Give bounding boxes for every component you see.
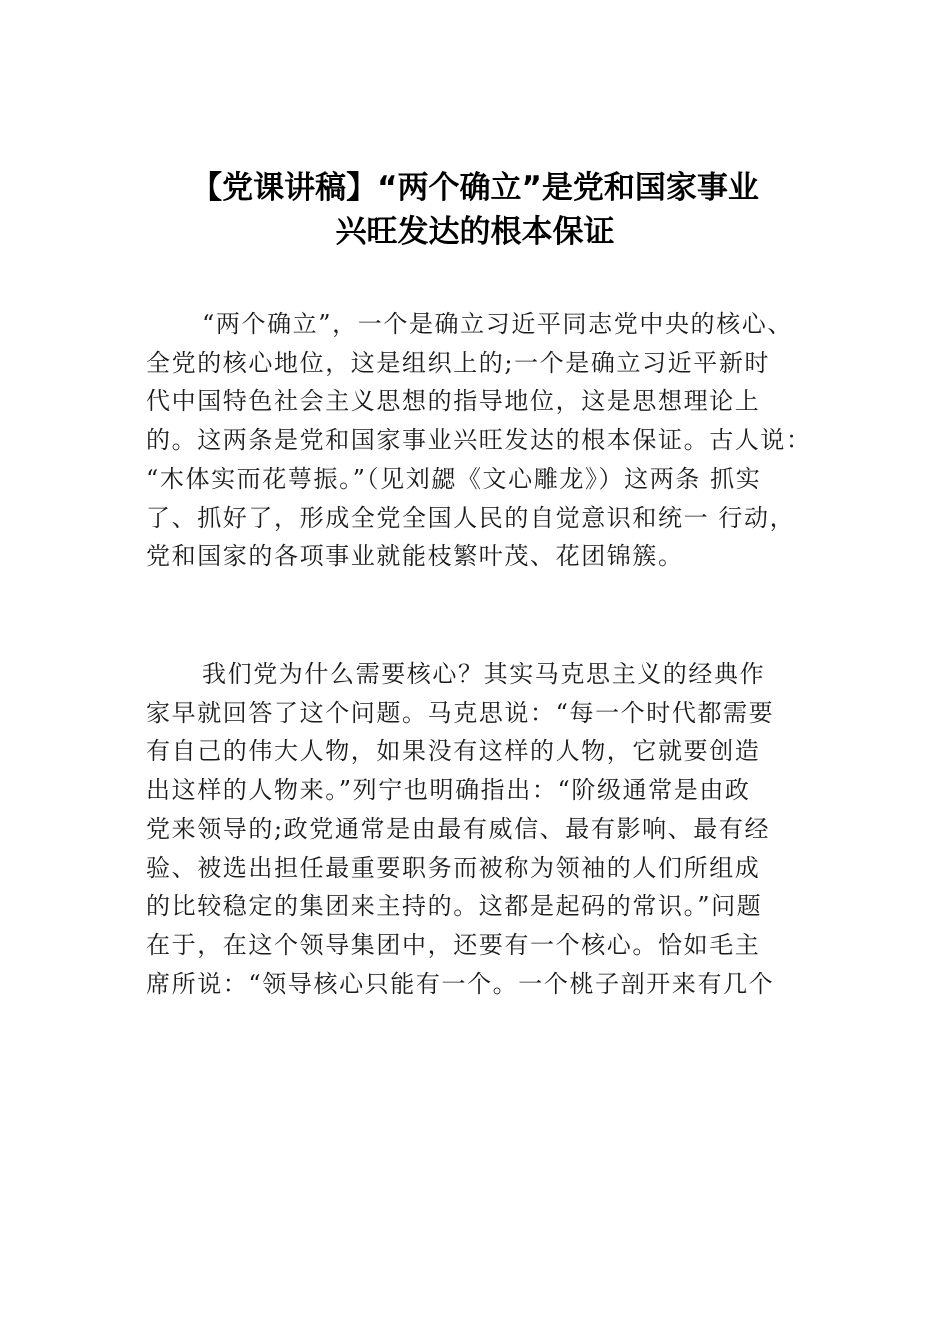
- paragraph-2: [146, 655, 846, 1003]
- paragraph-line: 的比较稳定的集团来主持的。这都是起码的常识。”问题: [146, 892, 763, 921]
- title-line-1: 【党课讲稿】“两个确立”是党和国家事业: [191, 170, 759, 206]
- paragraph-line: 党和国家的各项事业就能枝繁叶茂、花团锦簇。: [146, 542, 684, 571]
- paragraph-line: 有自己的伟大人物，如果没有这样的人物，它就要创造: [146, 737, 761, 766]
- paragraph-line: 在于，在这个领导集团中，还要有一个核心。恰如毛主: [146, 930, 761, 959]
- paragraph-line: 的。这两条是党和国家事业兴旺发达的根本保证。古人说：: [146, 426, 812, 455]
- paragraph-line: “两个确立”，一个是确立习近平同志党中央的核心、: [202, 310, 793, 338]
- title-line-2: 兴旺发达的根本保证: [335, 214, 615, 250]
- paragraph-line: 验、被选出担任最重要职务而被称为领袖的人们所组成: [146, 853, 761, 882]
- paragraph-1: [146, 305, 846, 576]
- paragraph-line: 党来领导的;政党通常是由最有威信、最有影响、最有经: [146, 814, 771, 843]
- paragraph-line: 全党的核心地位，这是组织上的;一个是确立习近平新时: [146, 348, 771, 377]
- document-title: [120, 166, 830, 254]
- paragraph-line: 席所说：“领导核心只能有一个。一个桃子剖开来有几个: [146, 969, 775, 998]
- paragraph-line: 我们党为什么需要核心？其实马克思主义的经典作: [202, 660, 766, 688]
- paragraph-line: 了、抓好了，形成全党全国人民的自觉意识和统一 行动，: [146, 503, 796, 532]
- paragraph-line: 代中国特色社会主义思想的指导地位，这是思想理论上: [146, 387, 761, 416]
- paragraph-line: “木体实而花萼振。”（见刘勰《文心雕龙》）这两条 抓实: [146, 464, 762, 493]
- paragraph-line: 家早就回答了这个问题。马克思说：“每一个时代都需要: [146, 698, 775, 727]
- paragraph-line: 出这样的人物来。”列宁也明确指出：“阶级通常是由政: [146, 776, 751, 805]
